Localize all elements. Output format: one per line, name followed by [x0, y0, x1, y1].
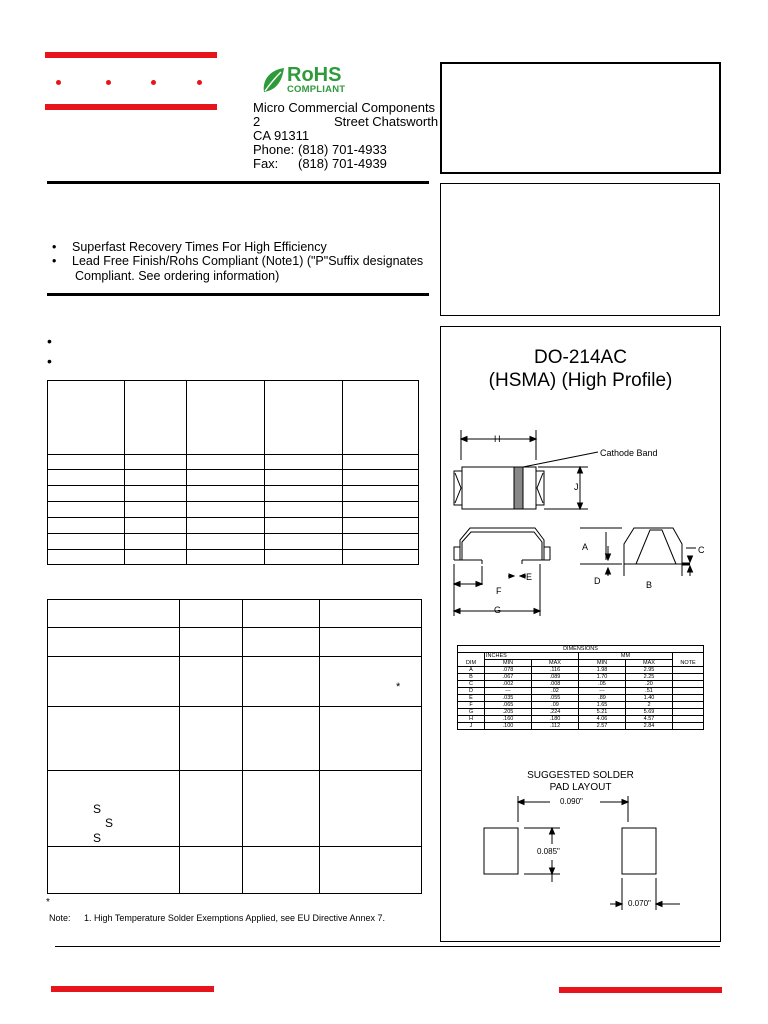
characteristics-table — [47, 599, 422, 894]
empty-bullet: • — [47, 333, 52, 349]
solder-title: SUGGESTED SOLDER — [527, 770, 634, 781]
header-red-bar-bottom — [45, 104, 217, 110]
dim-label-b: B — [646, 580, 653, 590]
solder-dim-top: 0.090" — [560, 797, 583, 806]
dim-header: MIN — [485, 660, 532, 667]
dimensions-row: D --- .02 --- .51 — [458, 688, 704, 695]
inches-header: INCHES — [485, 653, 579, 660]
solder-pad-drawing — [440, 792, 721, 922]
address-number: 2 — [253, 114, 261, 129]
address-street: Street Chatsworth — [334, 114, 439, 129]
section-rule — [47, 293, 429, 296]
dim-label-c: C — [698, 545, 705, 555]
header-dot — [151, 80, 156, 85]
package-subtitle: (HSMA) (High Profile) — [488, 370, 673, 391]
dim-label-a: A — [582, 542, 589, 552]
company-name: Micro Commercial Components — [253, 100, 436, 115]
dimensions-row: J .100 .112 2.57 2.84 — [458, 723, 704, 730]
cathode-band-label: Cathode Band — [600, 448, 658, 458]
dim-header: MAX — [532, 660, 579, 667]
footer-red-bar-right — [559, 987, 722, 993]
symbol-s: S — [93, 802, 102, 816]
package-title: DO-214AC — [534, 347, 627, 368]
dimensions-table — [457, 645, 704, 730]
dimensions-row: A .078 .116 1.98 2.95 — [458, 667, 704, 674]
part-number-box — [440, 62, 721, 174]
dim-label-f: F — [496, 586, 502, 596]
table-asterisk: * — [396, 681, 401, 693]
header-dot — [106, 80, 111, 85]
dimensions-row: B .067 .089 1.70 2.25 — [458, 674, 704, 681]
fax-label: Fax: — [253, 156, 279, 171]
section-rule — [47, 181, 429, 184]
feature-item: Superfast Recovery Times For High Efficiency — [72, 240, 327, 254]
solder-dim-side: 0.085" — [537, 847, 560, 856]
symbol-s: S — [105, 816, 114, 830]
address-city: CA 91311 — [253, 128, 310, 143]
symbol-s: S — [93, 831, 102, 845]
empty-bullet: • — [47, 353, 52, 369]
rohs-logo — [260, 66, 360, 98]
rohs-subtitle: COMPLIANT — [287, 84, 346, 95]
dim-header: MAX — [626, 660, 673, 667]
phone-number: (818) 701-4933 — [298, 142, 387, 157]
feature-item: Lead Free Finish/Rohs Compliant (Note1) ("P"Suffix designates — [72, 254, 424, 268]
footer-red-bar-left — [51, 986, 214, 992]
feature-bullet: • — [52, 254, 57, 268]
package-outline-drawing — [440, 420, 721, 620]
leaf-icon — [260, 66, 286, 96]
feature-item-continued: Compliant. See ordering information) — [75, 269, 280, 283]
header-red-bar-top — [45, 52, 217, 58]
dim-header: DIM — [458, 660, 485, 667]
footer-rule — [55, 946, 720, 947]
dimensions-row: C .002 .008 .05 .20 — [458, 681, 704, 688]
solder-dim-bottom: 0.070" — [628, 899, 651, 908]
footnote-asterisk: * — [46, 897, 50, 908]
dimensions-title: DIMENSIONS — [458, 646, 704, 653]
dimensions-header-row — [458, 660, 704, 667]
dim-label-e: E — [526, 572, 533, 582]
dimensions-row: G .205 .224 5.21 5.69 — [458, 709, 704, 716]
rohs-title: RoHS — [287, 64, 342, 86]
phone-label: Phone: — [253, 142, 295, 157]
dim-label-g: G — [494, 605, 502, 615]
dim-label-j: J — [574, 482, 579, 492]
header-dot — [197, 80, 202, 85]
solder-subtitle: PAD LAYOUT — [549, 782, 612, 793]
fax-number: (818) 701-4939 — [298, 156, 387, 171]
description-box — [440, 183, 720, 316]
footnote-label: Note: — [49, 913, 71, 923]
feature-bullet: • — [52, 240, 57, 254]
mm-header: MM — [579, 653, 673, 660]
dim-label-h: H — [494, 434, 501, 444]
footnote-text: 1. High Temperature Solder Exemptions Applied, see EU Directive Annex 7. — [84, 913, 385, 923]
dimensions-row: E .035 .055 .89 1.40 — [458, 695, 704, 702]
dimensions-row: F .065 .09 1.65 2 — [458, 702, 704, 709]
dim-header: NOTE — [673, 660, 704, 667]
header-dot — [56, 80, 61, 85]
dim-label-d: D — [594, 576, 601, 586]
dim-header: MIN — [579, 660, 626, 667]
dimensions-row: H .160 .180 4.06 4.57 — [458, 716, 704, 723]
ratings-table — [47, 380, 419, 565]
